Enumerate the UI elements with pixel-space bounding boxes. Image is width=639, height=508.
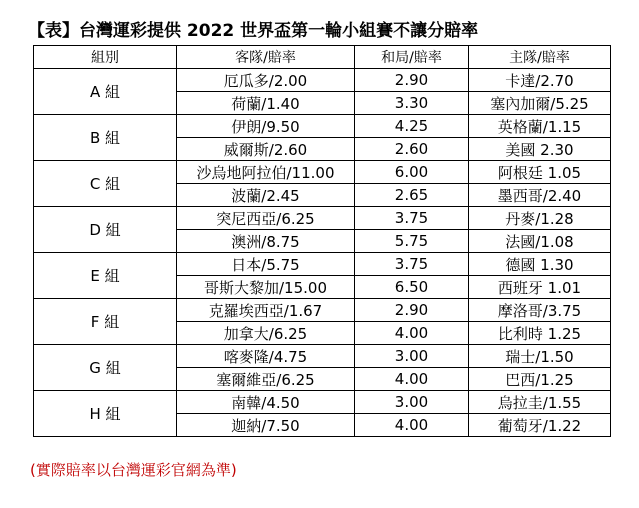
draw-odds: 2.90 [355,69,469,92]
draw-odds: 4.00 [355,322,469,345]
group-label: C 組 [34,161,177,207]
table-header-row [34,46,611,69]
away-team-odds: 伊朗/9.50 [177,115,355,138]
away-team-odds: 加拿大/6.25 [177,322,355,345]
draw-odds: 6.50 [355,276,469,299]
home-team-odds: 瑞士/1.50 [469,345,611,368]
disclaimer-note: (實際賠率以台灣運彩官網為準) [30,461,237,479]
home-team-odds: 法國/1.08 [469,230,611,253]
draw-odds: 3.00 [355,391,469,414]
group-label: B 組 [34,115,177,161]
draw-odds: 2.60 [355,138,469,161]
home-team-odds: 卡達/2.70 [469,69,611,92]
draw-odds: 5.75 [355,230,469,253]
draw-odds: 3.00 [355,345,469,368]
draw-odds: 2.90 [355,299,469,322]
table-row [34,115,611,138]
home-team-odds: 葡萄牙/1.22 [469,414,611,437]
away-team-odds: 厄瓜多/2.00 [177,69,355,92]
home-team-odds: 阿根廷 1.05 [469,161,611,184]
away-team-odds: 南韓/4.50 [177,391,355,414]
header-draw: 和局/賠率 [355,46,469,69]
draw-odds: 4.00 [355,414,469,437]
away-team-odds: 塞爾維亞/6.25 [177,368,355,391]
home-team-odds: 西班牙 1.01 [469,276,611,299]
draw-odds: 6.00 [355,161,469,184]
draw-odds: 3.75 [355,207,469,230]
table-row [34,253,611,276]
group-label: E 組 [34,253,177,299]
group-label: D 組 [34,207,177,253]
header-home: 主隊/賠率 [469,46,611,69]
home-team-odds: 德國 1.30 [469,253,611,276]
away-team-odds: 威爾斯/2.60 [177,138,355,161]
group-label: F 組 [34,299,177,345]
page-title: 【表】台灣運彩提供 2022 世界盃第一輪小組賽不讓分賠率 [28,21,479,41]
table-row [34,161,611,184]
away-team-odds: 波蘭/2.45 [177,184,355,207]
group-label: A 組 [34,69,177,115]
home-team-odds: 烏拉圭/1.55 [469,391,611,414]
home-team-odds: 英格蘭/1.15 [469,115,611,138]
header-group: 組別 [34,46,177,69]
draw-odds: 3.30 [355,92,469,115]
away-team-odds: 哥斯大黎加/15.00 [177,276,355,299]
draw-odds: 4.25 [355,115,469,138]
home-team-odds: 丹麥/1.28 [469,207,611,230]
home-team-odds: 巴西/1.25 [469,368,611,391]
away-team-odds: 迦納/7.50 [177,414,355,437]
group-label: G 組 [34,345,177,391]
home-team-odds: 墨西哥/2.40 [469,184,611,207]
away-team-odds: 喀麥隆/4.75 [177,345,355,368]
home-team-odds: 塞內加爾/5.25 [469,92,611,115]
away-team-odds: 突尼西亞/6.25 [177,207,355,230]
away-team-odds: 日本/5.75 [177,253,355,276]
draw-odds: 2.65 [355,184,469,207]
away-team-odds: 荷蘭/1.40 [177,92,355,115]
away-team-odds: 沙烏地阿拉伯/11.00 [177,161,355,184]
draw-odds: 3.75 [355,253,469,276]
odds-table [33,45,611,437]
home-team-odds: 美國 2.30 [469,138,611,161]
draw-odds: 4.00 [355,368,469,391]
table-row [34,345,611,368]
header-away: 客隊/賠率 [177,46,355,69]
away-team-odds: 澳洲/8.75 [177,230,355,253]
table-row [34,207,611,230]
table-row [34,391,611,414]
home-team-odds: 摩洛哥/3.75 [469,299,611,322]
away-team-odds: 克羅埃西亞/1.67 [177,299,355,322]
table-row [34,299,611,322]
table-row [34,69,611,92]
group-label: H 組 [34,391,177,437]
home-team-odds: 比利時 1.25 [469,322,611,345]
